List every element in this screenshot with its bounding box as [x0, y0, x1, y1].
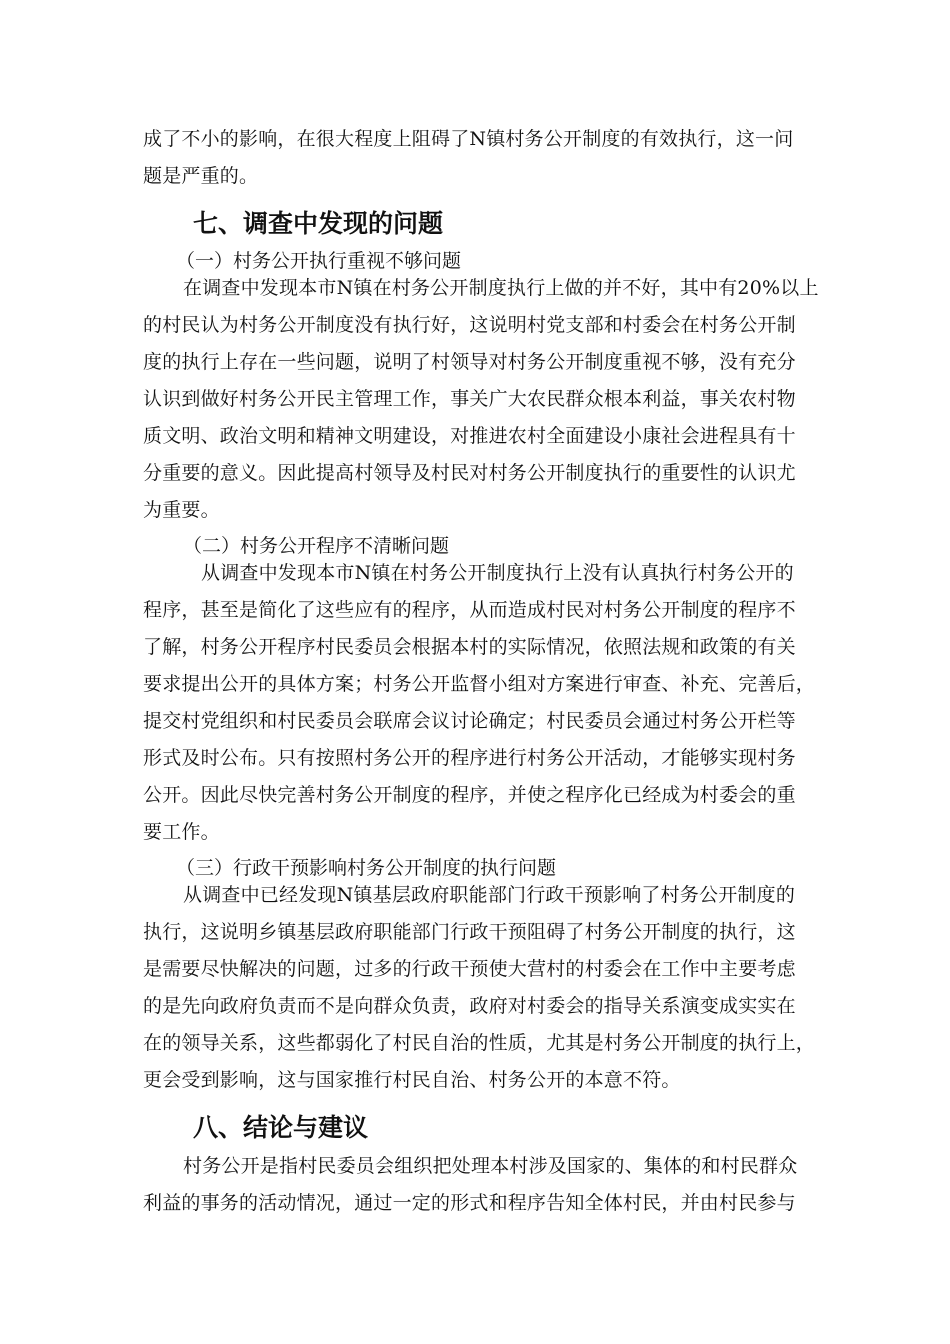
paragraph-line: 程序，甚至是简化了这些应有的程序，从而造成村民对村务公开制度的程序不 [143, 599, 796, 621]
paragraph-line: 题是严重的。 [143, 165, 259, 187]
paragraph-line: 村务公开是指村民委员会组织把处理本村涉及国家的、集体的和村民群众 [183, 1155, 798, 1177]
paragraph-line: 在的领导关系，这些都弱化了村民自治的性质，尤其是村务公开制度的执行上， [143, 1032, 816, 1054]
paragraph-line: 在调查中发现本市N镇在村务公开制度执行上做的并不好，其中有20%以上 [183, 277, 819, 299]
paragraph-line: 成了不小的影响，在很大程度上阻碍了N镇村务公开制度的有效执行，这一问 [143, 128, 794, 150]
paragraph-line: 的是先向政府负责而不是向群众负责，政府对村委会的指导关系演变成实实在 [143, 995, 796, 1017]
paragraph-line: 为重要。 [143, 499, 220, 521]
paragraph-line: 执行，这说明乡镇基层政府职能部门行政干预阻碍了村务公开制度的执行，这 [143, 921, 796, 943]
paragraph-line: 形式及时公布。只有按照村务公开的程序进行村务公开活动，才能够实现村务 [143, 747, 796, 769]
subsection-title-2: （二）村务公开程序不清晰问题 [183, 535, 450, 557]
paragraph-line: 认识到做好村务公开民主管理工作，事关广大农民群众根本利益，事关农村物 [143, 388, 796, 410]
paragraph-line: 的村民认为村务公开制度没有执行好，这说明村党支部和村委会在村务公开制 [143, 314, 796, 336]
paragraph-line: 更会受到影响，这与国家推行村民自治、村务公开的本意不符。 [143, 1069, 681, 1091]
section-heading-8: 八、结论与建议 [193, 1113, 369, 1142]
section-heading-7: 七、调查中发现的问题 [193, 209, 444, 238]
paragraph-line: 从调查中已经发现N镇基层政府职能部门行政干预影响了村务公开制度的 [183, 884, 796, 906]
subsection-title-3: （三）行政干预影响村务公开制度的执行问题 [176, 857, 557, 879]
paragraph-line: 是需要尽快解决的问题，过多的行政干预使大营村的村委会在工作中主要考虑 [143, 958, 796, 980]
paragraph-line: 要求提出公开的具体方案；村务公开监督小组对方案进行审查、补充、完善后， [143, 673, 816, 695]
paragraph-line: 公开。因此尽快完善村务公开制度的程序，并使之程序化已经成为村委会的重 [143, 784, 796, 806]
paragraph-line: 提交村党组织和村民委员会联席会议讨论确定；村民委员会通过村务公开栏等 [143, 710, 796, 732]
paragraph-line: 质文明、政治文明和精神文明建设，对推进农村全面建设小康社会进程具有十 [143, 425, 796, 447]
paragraph-line: 度的执行上存在一些问题，说明了村领导对村务公开制度重视不够，没有充分 [143, 351, 796, 373]
subsection-title-1: （一）村务公开执行重视不够问题 [176, 250, 462, 272]
paragraph-line: 了解，村务公开程序村民委员会根据本村的实际情况，依照法规和政策的有关 [143, 636, 796, 658]
paragraph-line: 要工作。 [143, 821, 220, 843]
paragraph-line: 从调查中发现本市N镇在村务公开制度执行上没有认真执行村务公开的 [201, 562, 794, 584]
paragraph-line: 利益的事务的活动情况，通过一定的形式和程序告知全体村民，并由村民参与 [143, 1192, 796, 1214]
paragraph-line: 分重要的意义。因此提高村领导及村民对村务公开制度执行的重要性的认识尤 [143, 462, 796, 484]
